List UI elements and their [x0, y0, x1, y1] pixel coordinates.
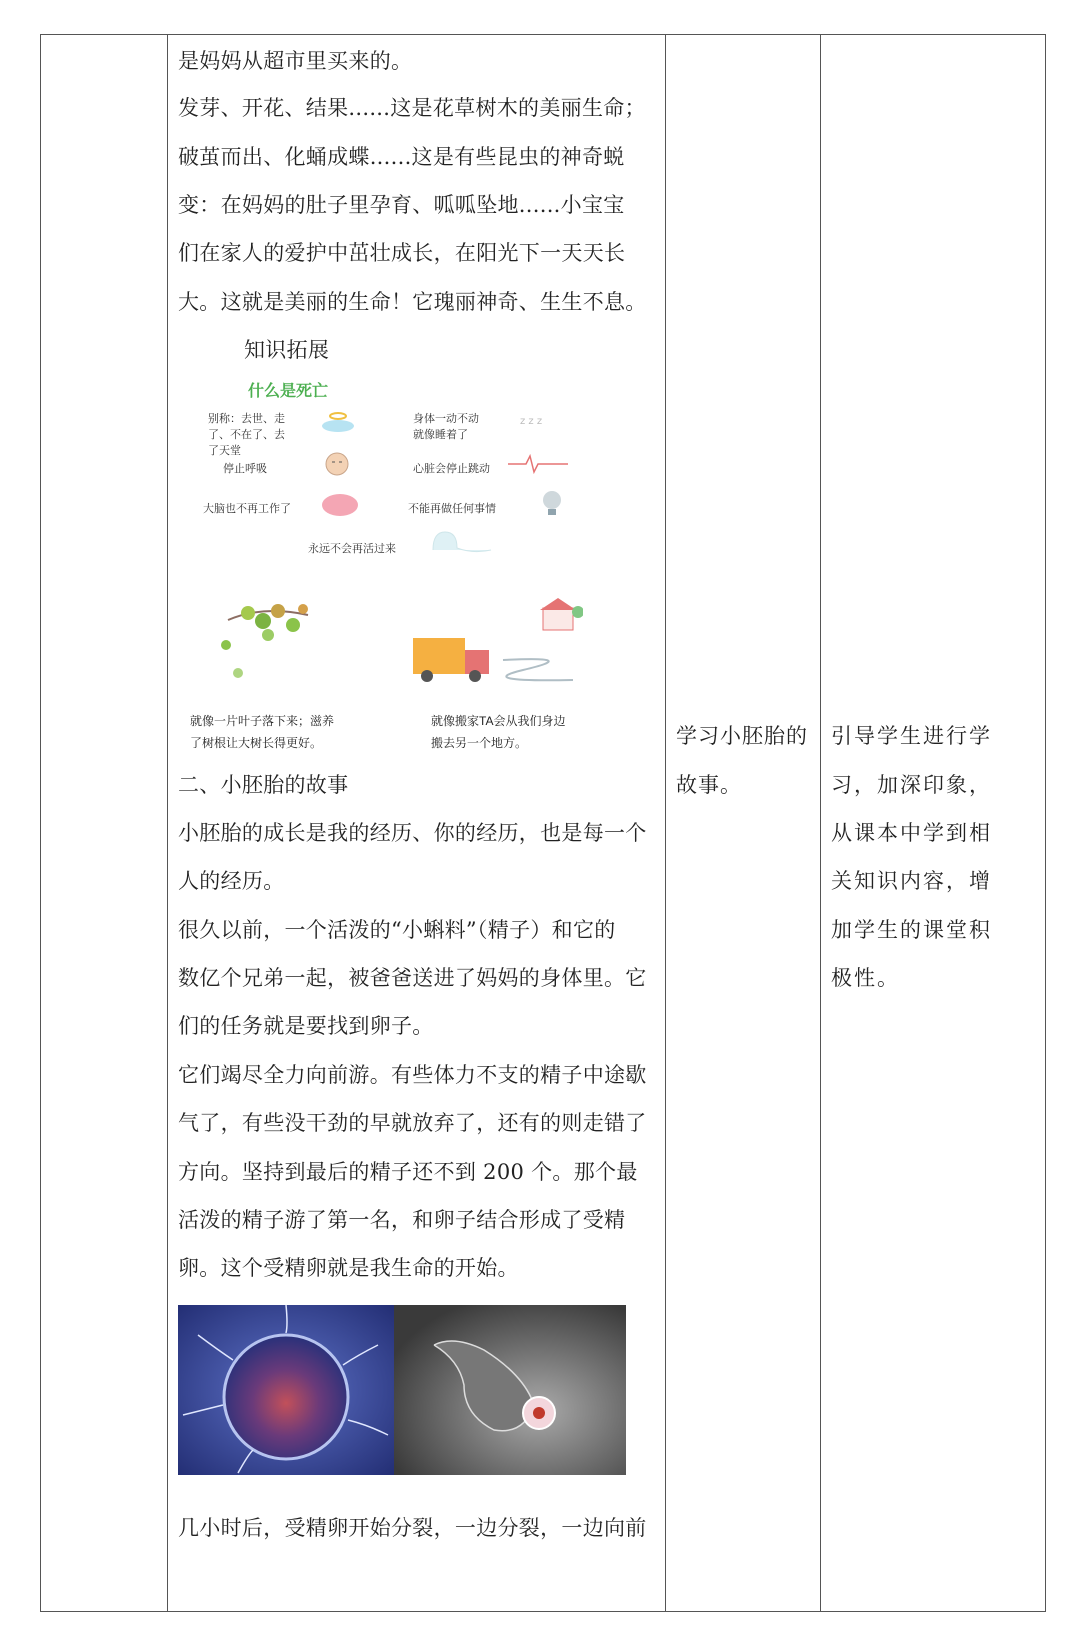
story-line: 它们竭尽全力向前游。有些体力不支的精子中途歇: [178, 1063, 647, 1087]
move-caption: 就像搬家TA会从我们身边: [431, 714, 566, 728]
story-line: 数亿个兄弟一起，被爸爸送进了妈妈的身体里。它: [178, 966, 647, 990]
infographic-item: 大脑也不再工作了: [203, 503, 291, 515]
angel-icon: [318, 410, 358, 434]
death-infographic: [188, 370, 618, 760]
infographic-item: 不能再做任何事情: [408, 503, 496, 515]
infographic-item: 停止呼吸: [223, 463, 267, 475]
knowledge-heading: 知识拓展: [244, 338, 330, 362]
infographic-item: 身体一动不动 就像睡着了: [413, 413, 479, 441]
content-line: 们在家人的爱护中茁壮成长，在阳光下一天天长: [178, 241, 626, 265]
activity-line: 学习小胚胎的: [676, 724, 808, 748]
face-icon: [323, 450, 351, 478]
activity-line: 故事。: [676, 773, 742, 797]
intent-cell: [821, 35, 1045, 1611]
story-line: 活泼的精子游了第一名，和卵子结合形成了受精: [178, 1208, 626, 1232]
content-line: 发芽、开花、结果......这是花草树木的美丽生命；: [178, 96, 646, 120]
content-line: 大。这就是美丽的生命！它瑰丽神奇、生生不息。: [178, 290, 647, 314]
leaf-caption: 了树根让大树长得更好。: [190, 736, 323, 750]
heartbeat-icon: [508, 452, 568, 476]
lesson-plan-table: [40, 34, 1046, 1612]
bulb-icon: [538, 488, 566, 518]
ghost-icon: [423, 528, 493, 558]
infographic-title: 什么是死亡: [248, 383, 329, 400]
infographic-item: 永远不会再活过来: [308, 543, 396, 555]
intent-line: 关知识内容，增: [831, 869, 992, 893]
leaf-caption: 就像一片叶子落下来；滋养: [190, 714, 335, 728]
sleep-icon: [518, 410, 548, 430]
activity-cell: [666, 35, 820, 1611]
intent-line: 从课本中学到相: [831, 821, 992, 845]
content-line: 是妈妈从超市里买来的。: [178, 49, 413, 73]
story-line: 人的经历。: [178, 869, 285, 893]
story-line: 小胚胎的成长是我的经历、你的经历，也是每一个: [178, 821, 647, 845]
content-cell: [168, 35, 665, 1611]
infographic-item: 别称：去世、走了、不在了、去了天堂: [208, 413, 285, 457]
svg-text:z z z: z z z: [520, 416, 543, 427]
story-line: 气了，有些没干劲的早就放弃了，还有的则走错了: [178, 1111, 647, 1135]
intent-line: 习，加深印象，: [831, 773, 992, 797]
intent-line: 极性。: [831, 966, 900, 990]
content-line: 破茧而出、化蛹成蝶......这是有些昆虫的神奇蜕: [178, 145, 625, 169]
falling-leaves-illustration: [208, 585, 318, 685]
section-title: 二、小胚胎的故事: [178, 773, 349, 797]
egg-sperm-photo: [178, 1305, 394, 1475]
intent-line: 引导学生进行学: [831, 724, 992, 748]
story-line: 方向。坚持到最后的精子还不到 200 个。那个最: [178, 1160, 638, 1184]
infographic-item: 心脏会停止跳动: [413, 463, 490, 475]
fertilization-photo: [394, 1305, 626, 1475]
move-caption: 搬去另一个地方。: [431, 736, 528, 750]
story-line: 很久以前，一个活泼的“小蝌料”（精子）和它的: [178, 918, 616, 942]
brain-icon: [320, 492, 360, 518]
content-line: 变：在妈妈的肚子里孕育、呱呱坠地......小宝宝: [178, 193, 625, 217]
intent-line: 加学生的课堂积: [831, 918, 992, 942]
story-line: 几小时后，受精卵开始分裂，一边分裂，一边向前: [178, 1516, 647, 1540]
moving-truck-illustration: [413, 598, 583, 688]
story-line: 们的任务就是要找到卵子。: [178, 1014, 434, 1038]
story-line: 卵。这个受精卵就是我生命的开始。: [178, 1256, 519, 1280]
